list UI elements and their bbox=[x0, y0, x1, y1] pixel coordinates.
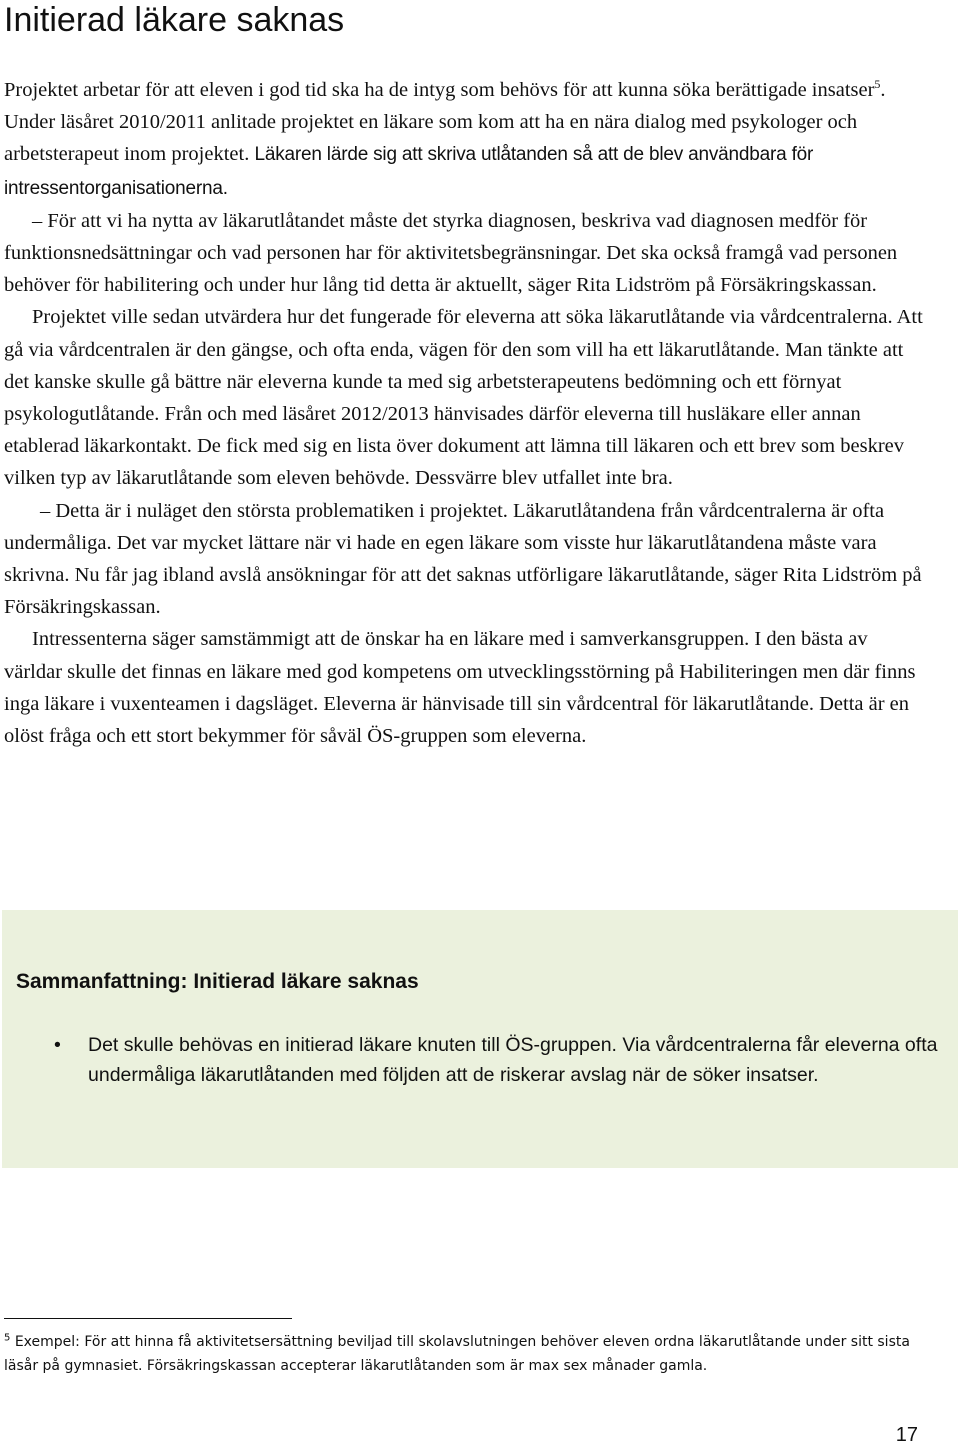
section-heading: Initierad läkare saknas bbox=[4, 1, 345, 39]
paragraph-stakeholders: Intressenterna säger samstämmigt att de önskar ha en läkare med i samverkansgruppen. I den bästa av världar skulle det finnas en läkare med god kompetens om utvecklingsstörning på Habiliteringen men där finns inga läkare i vuxenteamen i dagsläget. Eleverna är hänvisade till sin vårdcentral för läkarutlåtande. Detta är en olöst fråga och ett stort bekymmer för såväl ÖS-gruppen som eleverna. bbox=[4, 628, 916, 748]
page-number: 17 bbox=[895, 1424, 918, 1446]
paragraph-quote-1: – För att vi ha nytta av läkarutlåtandet måste det styrka diagnosen, beskriva vad diagnosen medför för funktionsnedsättningar och vad personen har för aktivitetsbegränsningar. Det ska också framgå vad personen behöver för habilitering och under hur lång tid detta är aktuellt, säger Rita Lidström på Försäkringskassan. bbox=[4, 209, 898, 297]
paragraph-intro-text-cont: . Under läsåret 2010/2011 anlitade projektet en läkare som kom att ha en nära dialog med psykologer och arbetsterapeut inom projektet. bbox=[4, 79, 886, 166]
paragraph-intro bbox=[4, 74, 929, 205]
paragraph-evaluation: Projektet ville sedan utvärdera hur det fungerade för eleverna att söka läkarutlåtande via vårdcentralerna. Att gå via vårdcentralen är den gängse, och ofta enda, vägen för den som vill ha ett läkarutlåtande. Man tänkte att det kanske skulle gå bättre när eleverna kunde ta med sig arbetsterapeutens bedömning och ett förnyat psykologutlåtande. Från och med läsåret 2012/2013 hänvisades därför eleverna till husläkare eller annan etablerad läkarkontakt. De fick med sig en lista över dokument att lämna till läkaren och ett brev som beskrev vilken typ av läkarutlåtande som eleven behövde. Dessvärre blev utfallet inte bra. bbox=[4, 306, 923, 490]
bullet-icon: • bbox=[54, 1034, 61, 1056]
summary-list-item bbox=[2, 1030, 942, 1090]
footnote-number: 5 bbox=[4, 1332, 11, 1344]
paragraph-intro-text: Projektet arbetar för att eleven i god tid ska ha de intyg som behövs för att kunna söka berättigade insatser bbox=[4, 79, 875, 101]
summary-bullet-text: Det skulle behövas en initierad läkare knuten till ÖS-gruppen. Via vårdcentralerna får eleverna ofta undermåliga läkarutlåtanden med följden att de riskerar avslag när de söker insatser. bbox=[88, 1034, 938, 1086]
summary-box bbox=[2, 910, 958, 1168]
paragraph-intro-sans-text: Läkaren lärde sig att skriva utlåtanden så att de blev användbara för intressentorganisationerna. bbox=[4, 144, 814, 199]
footnote bbox=[4, 1330, 934, 1378]
footnote-separator bbox=[4, 1318, 292, 1319]
body-text bbox=[4, 74, 929, 752]
summary-list bbox=[2, 1030, 942, 1090]
paragraph-quote-2: – Detta är i nuläget den största problematiken i projektet. Läkarutlåtandena från vårdcentralerna är ofta undermåliga. Det var mycket lättare när vi hade en egen läkare som visste hur läkarutlåtandena måste vara skrivna. Nu får jag ibland avslå ansökningar för att det saknas utförligare läkarutlåtande, säger Rita Lidström på Försäkringskassan. bbox=[4, 499, 922, 619]
footnote-reference: 5 bbox=[874, 77, 881, 92]
summary-title: Sammanfattning: Initierad läkare saknas bbox=[16, 970, 419, 993]
footnote-text: Exempel: För att hinna få aktivitetsersättning beviljad till skolavslutningen behöver eleven ordna läkarutlåtande under sitt sista läsår på gymnasiet. Försäkringskassan accepterar läkarutlåtanden som är max sex månader gamla. bbox=[4, 1334, 910, 1374]
